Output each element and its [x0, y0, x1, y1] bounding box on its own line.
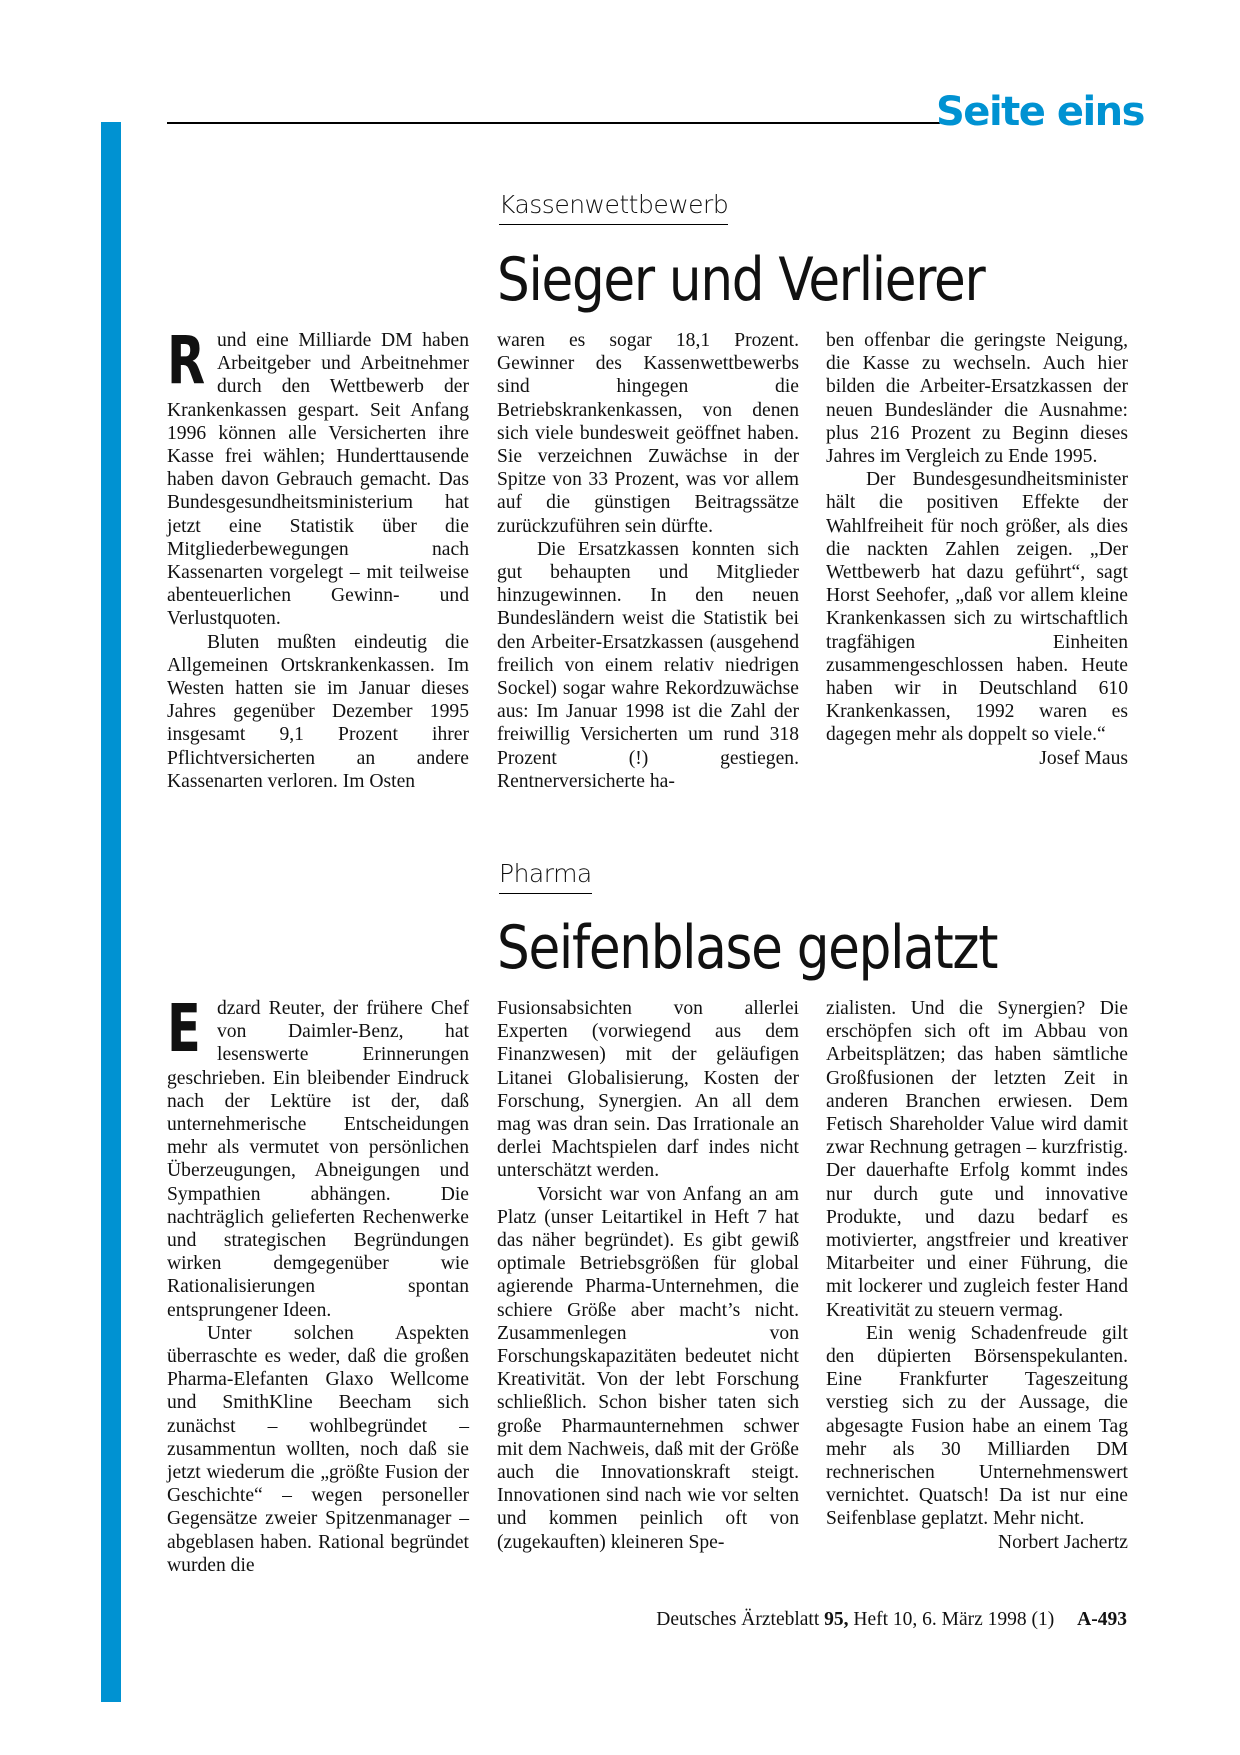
article-1-paragraph: waren es sogar 18,1 Prozent. Gewinner des Kassenwettbewerbs sind hingegen die Betriebskrankenkassen, von denen sich viele bundesweit geöffnet haben. Sie verzeichnen Zuwächse in der Spitze von 33 Prozent, was vor allem auf die günstigen Beitragssätze zurückzuführen sein dürfte. [497, 330, 799, 537]
article-1-paragraph: Rund eine Milliarde DM haben Arbeitgeber und Arbeitnehmer durch den Wettbewerb der Krankenkassen gespart. Seit Anfang 1996 können alle Versicherten ihre Kasse frei wählen; Hunderttausende haben davon Gebrauch gemacht. Das Bundesgesundheitsministerium hat jetzt eine Statistik über die Mitgliederbewegungen nach Kassenarten vorgelegt – mit teilweise abenteuerlichen Gewinn- und Verlustquoten. [167, 322, 469, 630]
article-2-paragraph: Fusionsabsichten von allerlei Experten (vorwiegend aus dem Finanzwesen) mit der geläufigen Litanei Globalisierung, Kosten der Forschung, Synergien. An all dem mag was dran sein. Das Irrationale an derlei Machtspielen darf indes nicht unterschätzt werden. [497, 998, 799, 1182]
article-2-column-3 [826, 997, 1128, 1554]
section-title: Seite eins [936, 89, 1144, 135]
article-1-paragraph: Der Bundesgesundheitsminister hält die positiven Effekte der Wahlfreiheit für noch größer, als dies die nackten Zahlen zeigen. „Der Wettbewerb hat dazu geführt“, sagt Horst Seehofer, „daß vor allem kleine Krankenkassen sich zu wirtschaftlich tragfähigen Einheiten zusammengeschlossen haben. Heute haben wir in Deutschland 610 Krankenkassen, 1992 waren es dagegen mehr als doppelt so viele.“ Josef Maus [826, 469, 1128, 769]
article-1-column-2 [497, 329, 799, 793]
article-1-author: Josef Maus [1039, 747, 1128, 769]
article-1-column-1 [167, 322, 469, 793]
article-2-paragraph: Ein wenig Schadenfreude gilt den düpierten Börsenspekulanten. Eine Frankfurter Tageszeitung verstieg sich zu der Aussage, die abgesagte Fusion habe an einem Tag mehr als 30 Milliarden DM rechnerischen Unternehmenswert vernichtet. Quatsch! Da ist nur eine Seifenblase geplatzt. Mehr nicht. Norbert Jachertz [826, 1322, 1128, 1553]
article-2-paragraph: Edzard Reuter, der frühere Chef von Daimler-Benz, hat lesenswerte Erinnerungen geschrieben. Ein bleibender Eindruck nach der Lektüre ist der, daß unternehmerische Entscheidungen mehr als vermutet von persönlichen Überzeugungen, Abneigungen und Sympathien abhängen. Die nachträglich gelieferten Rechenwerke und strategischen Begründungen wirken demgegenüber wie Rationalisierungen spontan entsprungener Ideen. [167, 990, 469, 1321]
article-1-paragraph: Die Ersatzkassen konnten sich gut behaupten und Mitglieder hinzugewinnen. In den neuen Bundesländern weist die Statistik bei den Arbeiter-Ersatzkassen (ausgehend freilich von einem relativ niedrigen Sockel) sogar wahre Rekordzuwächse aus: Im Januar 1998 ist die Zahl der freiwillig Versicherten um rund 318 Prozent (!) gestiegen. Rentnerversicherte ha- [497, 538, 799, 792]
article-2-paragraph: zialisten. Und die Synergien? Die erschöpfen sich oft im Abbau von Arbeitsplätzen; das haben sämtliche Großfusionen der letzten Zeit in anderen Branchen erwiesen. Dem Fetisch Shareholder Value wird damit zwar Rechnung getragen – kurzfristig. Der dauerhafte Erfolg kommt indes nur durch gute und innovative Produkte, und dazu bedarf es motivierter, angstfreier und kreativer Mitarbeiter und einer Führung, die mit lockerer und zugleich fester Hand Kreativität zu steuern vermag. [826, 998, 1128, 1321]
article-2-paragraph: Vorsicht war von Anfang an am Platz (unser Leitartikel in Heft 7 hat das näher begründet). Es gibt gewiß optimale Betriebsgrößen für global agierende Pharma-Unternehmen, die schiere Größe aber macht’s nicht. Zusammenlegen von Forschungskapazitäten bedeutet nicht Kreativität. Von der lebt Forschung schließlich. Schon bisher taten sich große Pharmaunternehmen schwer mit dem Nachweis, daß mit der Größe auch die Innovationskraft steigt. Innovationen sind nach wie vor selten und kommen peinlich oft von (zugekauften) kleineren Spe- [497, 1183, 799, 1553]
page-footer [656, 1609, 1127, 1631]
dropcap: R [167, 322, 206, 399]
dropcap: E [167, 990, 201, 1067]
footer-page-number: A-493 [1077, 1609, 1127, 1630]
article-2-headline: Seifenblase geplatzt [497, 913, 998, 983]
article-2-kicker: Pharma [499, 860, 592, 894]
article-1-kicker: Kassenwettbewerb [499, 191, 728, 225]
header-rule [167, 122, 940, 124]
article-2-column-1 [167, 990, 469, 1577]
article-1-paragraph: Bluten mußten eindeutig die Allgemeinen Ortskrankenkassen. Im Westen hatten sie im Januar dieses Jahres gegenüber Dezember 1995 insgesamt 9,1 Prozent ihrer Pflichtversicherten an andere Kassenarten verloren. Im Osten [167, 631, 469, 792]
article-1-headline: Sieger und Verlierer [497, 245, 985, 315]
footer-publication: Deutsches Ärzteblatt [656, 1609, 820, 1630]
sidebar-accent-bar [101, 122, 121, 1702]
footer-issue: Heft 10, 6. März 1998 (1) [853, 1609, 1055, 1630]
article-1-paragraph: ben offenbar die geringste Neigung, die Kasse zu wechseln. Auch hier bilden die Arbeiter-Ersatzkassen der neuen Bundesländer die Ausnahme: plus 216 Prozent zu Beginn dieses Jahres im Vergleich zu Ende 1995. [826, 330, 1128, 468]
article-1-column-3 [826, 329, 1128, 770]
article-2-paragraph: Unter solchen Aspekten überraschte es weder, daß die großen Pharma-Elefanten Glaxo Wellcome und SmithKline Beecham sich zunächst – wohlbegründet – zusammentun wollten, noch daß sie jetzt wiederum die „größte Fusion der Geschichte“ – wegen personeller Gegensätze zweier Spitzenmanager – abgeblasen haben. Rational begründet wurden die [167, 1322, 469, 1576]
footer-volume: 95, [824, 1609, 849, 1630]
article-2-author: Norbert Jachertz [997, 1531, 1128, 1553]
article-2-column-2 [497, 997, 799, 1554]
